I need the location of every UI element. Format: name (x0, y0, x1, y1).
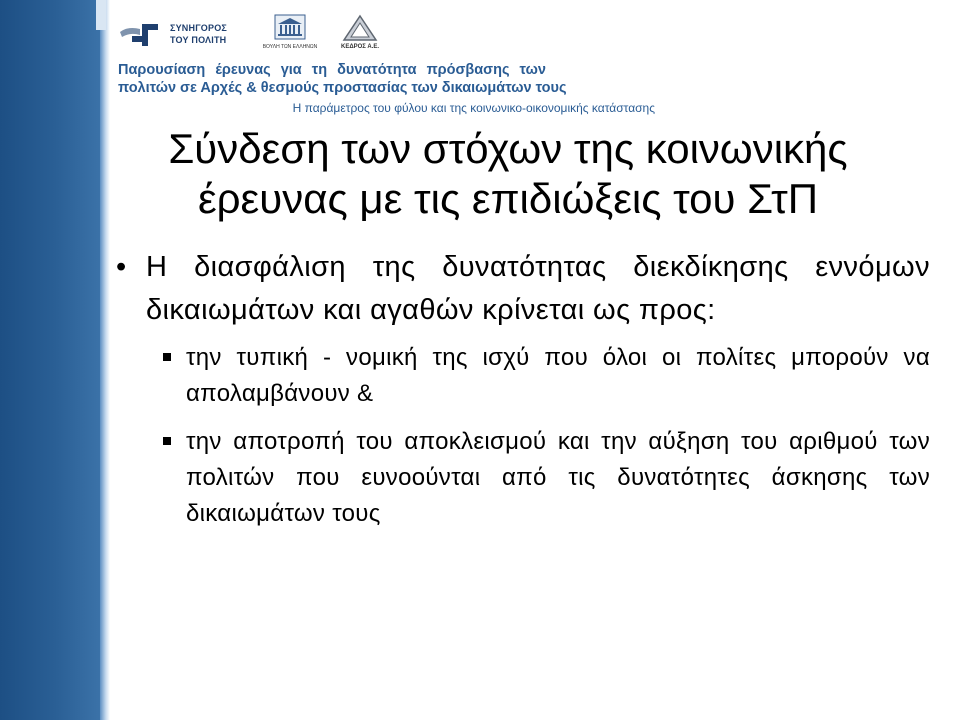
synigoros-line2: ΤΟΥ ΠΟΛΙΤΗ (170, 35, 227, 45)
banner-subtitle: Η παράμετρος του φύλου και της κοινωνικο-οικονομικής κατάστασης (292, 101, 655, 115)
banner-line-2: πολιτών σε Αρχές & θεσμούς προστασίας των δικαιωμάτων τους (118, 80, 567, 96)
slide-title (108, 124, 908, 224)
subbullet-text: την τυπική - νομική της ισχύ που όλοι οι πολίτες μπορούν να απολαμβάνουν & (186, 344, 930, 407)
side-band-edge (100, 0, 110, 720)
bullet-item (112, 246, 930, 332)
synigoros-logo (118, 18, 238, 52)
bullet-dot-icon: • (116, 251, 127, 283)
slide-content (112, 246, 930, 544)
side-band-highlight (96, 0, 106, 30)
kedros-logo-text: ΚΕΔΡΟΣ Α.Ε. (340, 44, 380, 50)
parliament-emblem-icon (274, 14, 306, 42)
synigoros-logo-icon (118, 20, 164, 50)
square-bullet-icon (163, 353, 171, 361)
subbullet-item (112, 340, 930, 412)
slide-title-line-2: έρευνας με τις επιδιώξεις του ΣτΠ (197, 175, 819, 222)
synigoros-line1: ΣΥΝΗΓΟΡΟΣ (170, 23, 228, 33)
subbullet-item (112, 424, 930, 532)
logo-strip (112, 8, 402, 54)
kedros-logo (338, 14, 382, 54)
bullet-text: Η διασφάλιση της δυνατότητας διεκδίκησης εννόμων δικαιωμάτων και αγαθών κρίνεται ως προς: (146, 251, 930, 326)
synigoros-logo-text (170, 22, 227, 46)
side-decorative-band (0, 0, 100, 720)
banner-line-1: Παρουσίαση έρευνας για τη δυνατότητα πρόσβασης των (118, 62, 546, 78)
square-bullet-icon (163, 437, 171, 445)
vouli-logo-text: ΒΟΥΛΗ ΤΩΝ ΕΛΛΗΝΩΝ (262, 44, 318, 50)
kedros-triangle-icon (342, 14, 378, 42)
header-banner (112, 58, 657, 120)
subbullet-text: την αποτροπή του αποκλεισμού και την αύξηση του αριθμού των πολιτών που ευνοούνται από τις δυνατότητες άσκησης των δικαιωμάτων τους (186, 428, 930, 527)
slide-title-line-1: Σύνδεση των στόχων της κοινωνικής (168, 125, 848, 172)
vouli-logo (260, 14, 320, 54)
